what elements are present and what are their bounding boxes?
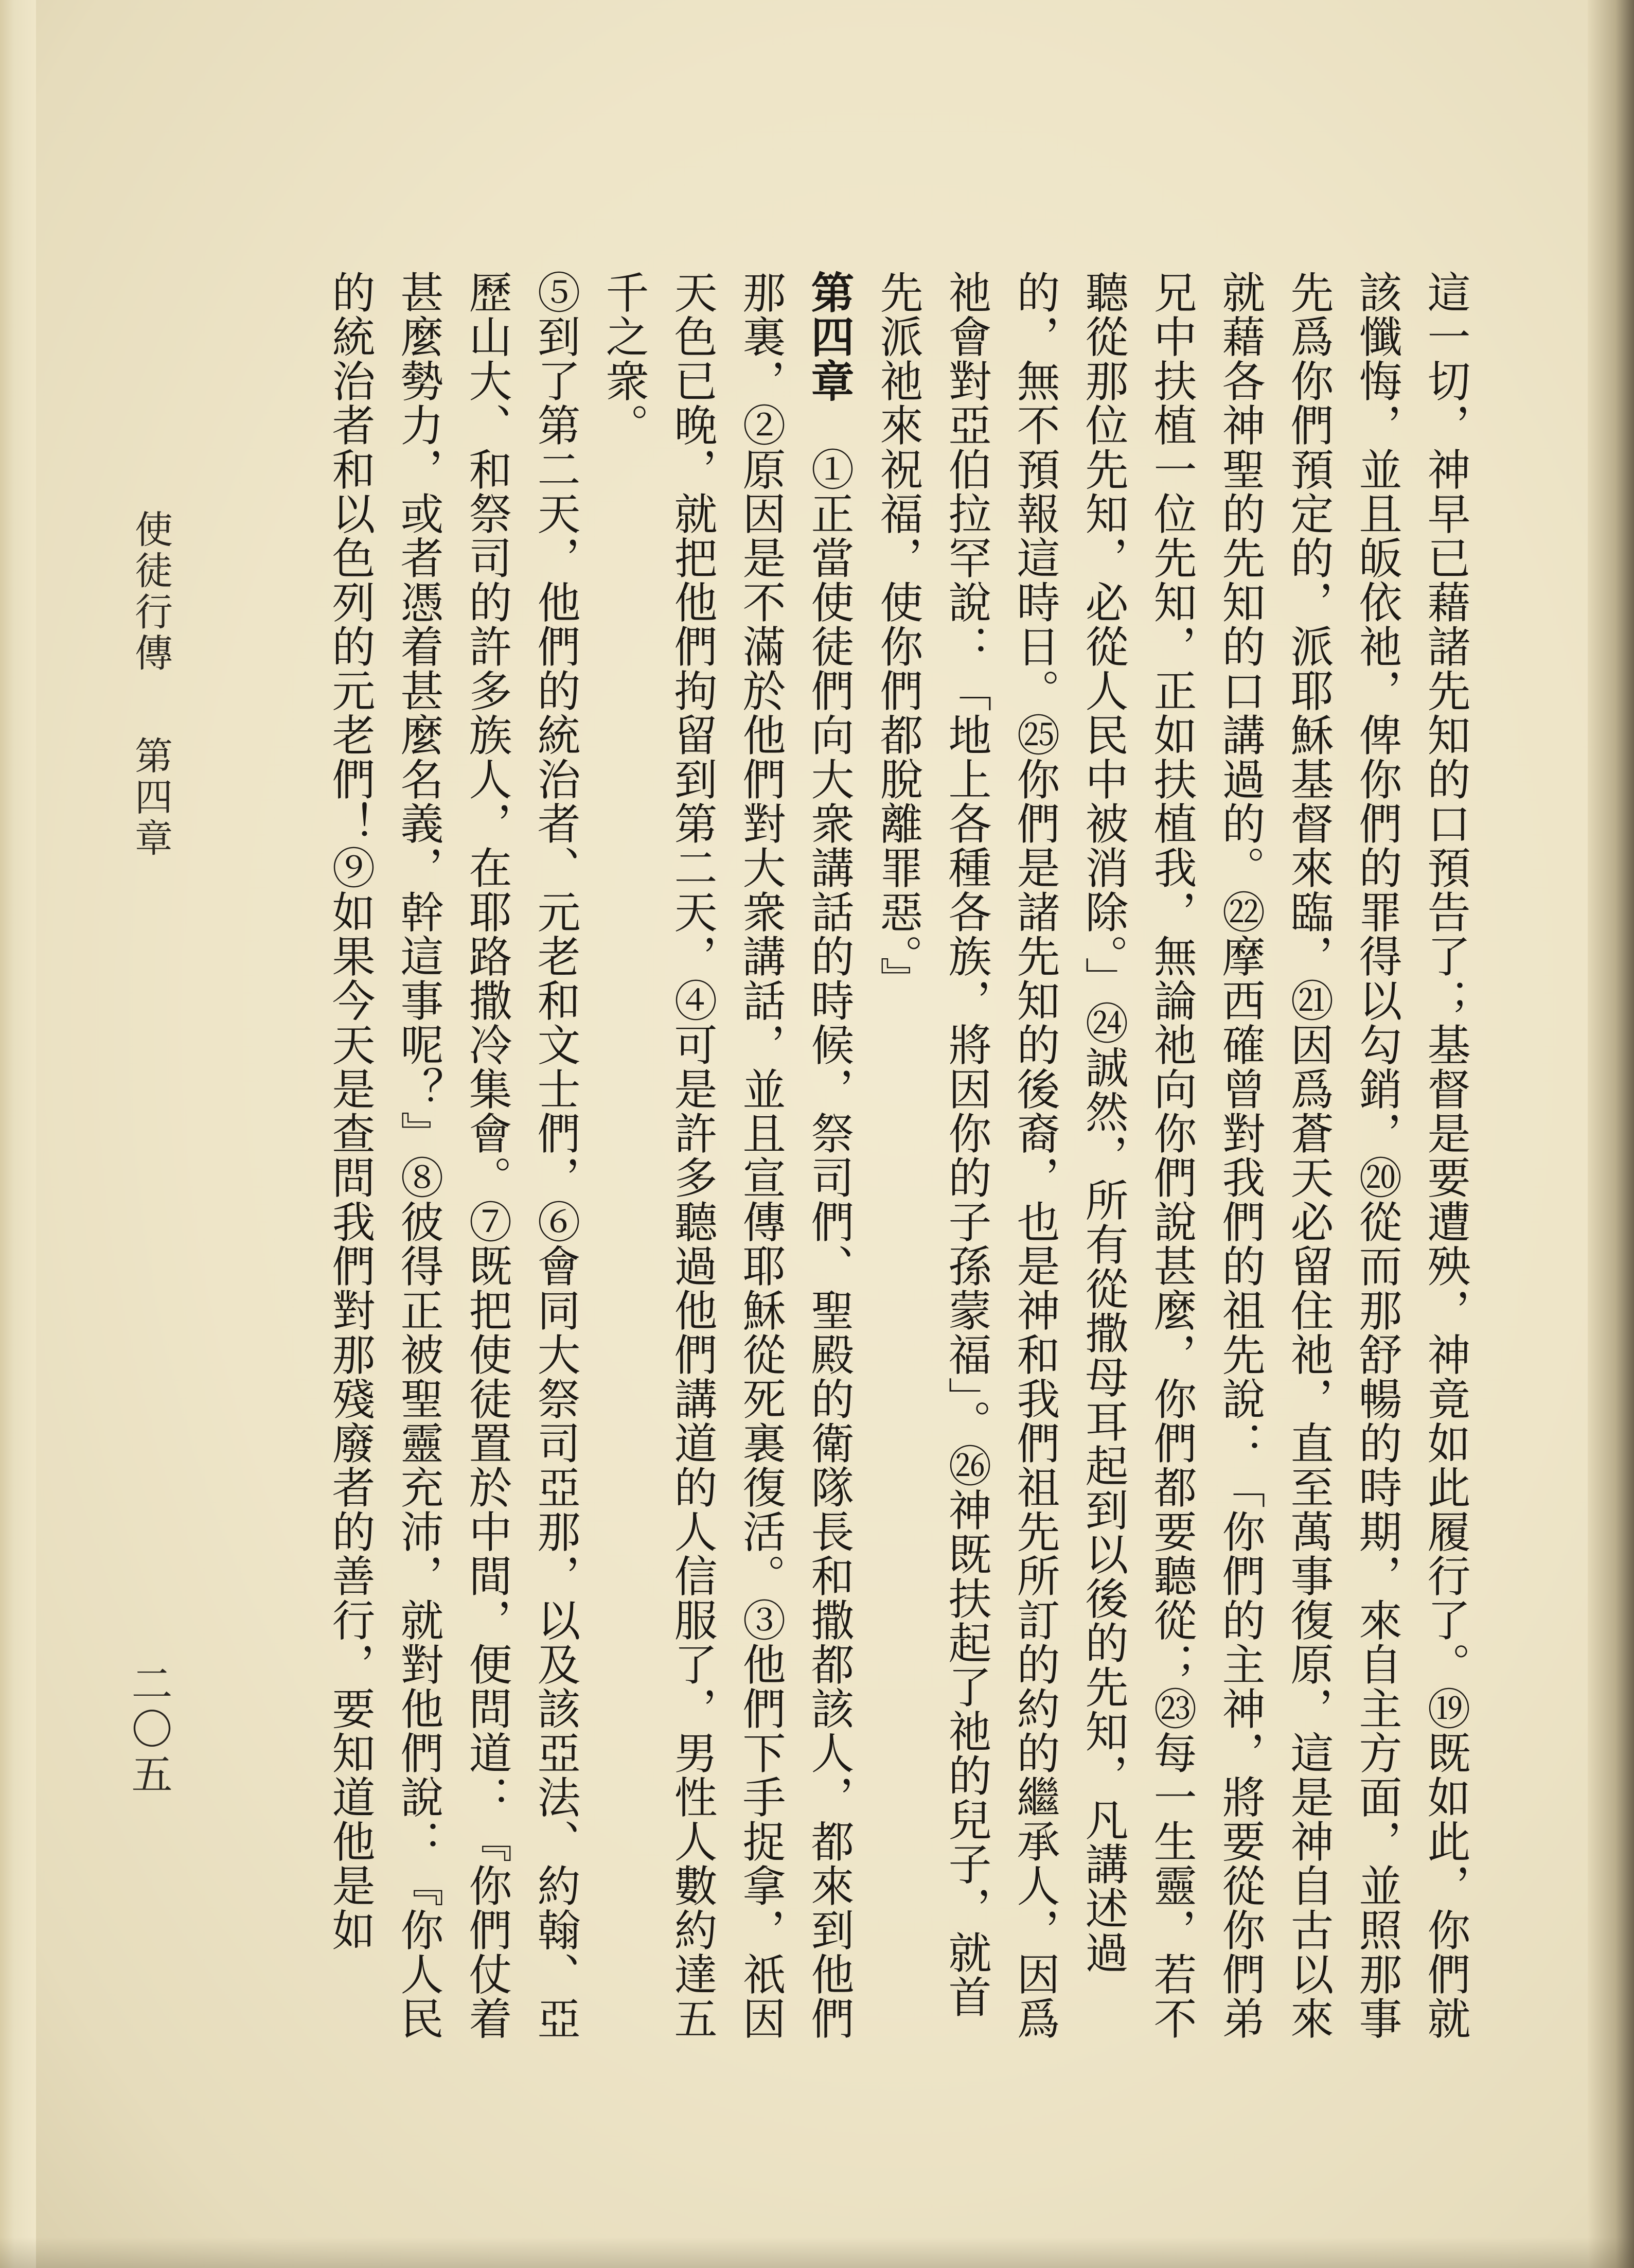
- paragraph-2: [590, 270, 864, 2061]
- page-number: 二〇五: [125, 1662, 172, 1798]
- vertical-text-body: [271, 270, 1480, 2061]
- running-footer: [123, 509, 178, 859]
- page-bottom-shadow: [0, 2237, 1634, 2268]
- page-right-edge: [1588, 0, 1634, 2268]
- page-binding-edge: [0, 0, 36, 2268]
- paragraph-3: ⑤到了第二天，他們的統治者、元老和文士們，⑥會同大祭司亞那，以及該亞法、約翰、亞歷山大、和祭司的許多族人，在耶路撒冷集會。⑦既把使徒置於中間，便問道：『你們仗着甚麼勢力，或者憑着甚麼名義，幹這事呢？』⑧彼得正被聖靈充沛，就對他們說：『你人民的統治者和以色列的元老們！⑨如果今天是查問我們對那殘廢者的善行，要知道他是如: [325, 270, 581, 2041]
- footer-book-title: 使徒行傳: [129, 509, 173, 674]
- chapter-heading: 第四章: [804, 270, 855, 403]
- paragraph-2-text: ①正當使徒們向大衆講話的時候，祭司們、聖殿的衛隊長和撒都該人，都來到他們那裏，②原因是不滿於他們對大衆講話，並且宣傳耶穌從死裏復活。③他們下手捉拿，祇因天色已晚，就把他們拘留到第二天，④可是許多聽過他們講道的人信服了，男性人數約達五千之衆。: [599, 270, 855, 2041]
- footer-chapter: 第四章: [129, 736, 173, 859]
- paragraph-1: 這一切，神早已藉諸先知的口預告了；基督是要遭殃，神竟如此履行了。⑲既如此，你們就該懺悔，並且皈依祂，俾你們的罪得以勾銷，⑳從而那舒暢的時期，來自主方面，並照那事先爲你們預定的，派耶穌基督來臨，㉑因爲蒼天必留住祂，直至萬事復原，這是神自古以來就藉各神聖的先知的口講過的。㉒摩西確曾對我們的祖先說：「你們的主神，將要從你們弟兄中扶植一位先知，正如扶植我，無論祂向你們說甚麼，你們都要聽從；㉓每一生靈，若不聽從那位先知，必從人民中被消除。」㉔誠然，所有從撒母耳起到以後的先知，凡講述過的，無不預報這時日。㉕你們是諸先知的後裔，也是神和我們祖先所訂的約的繼承人，因爲祂會對亞伯拉罕說：「地上各種各族，將因你的子孫蒙福」。㉖神既扶起了祂的兒子，就首先派祂來祝福，使你們都脫離罪惡。』: [873, 270, 1471, 2041]
